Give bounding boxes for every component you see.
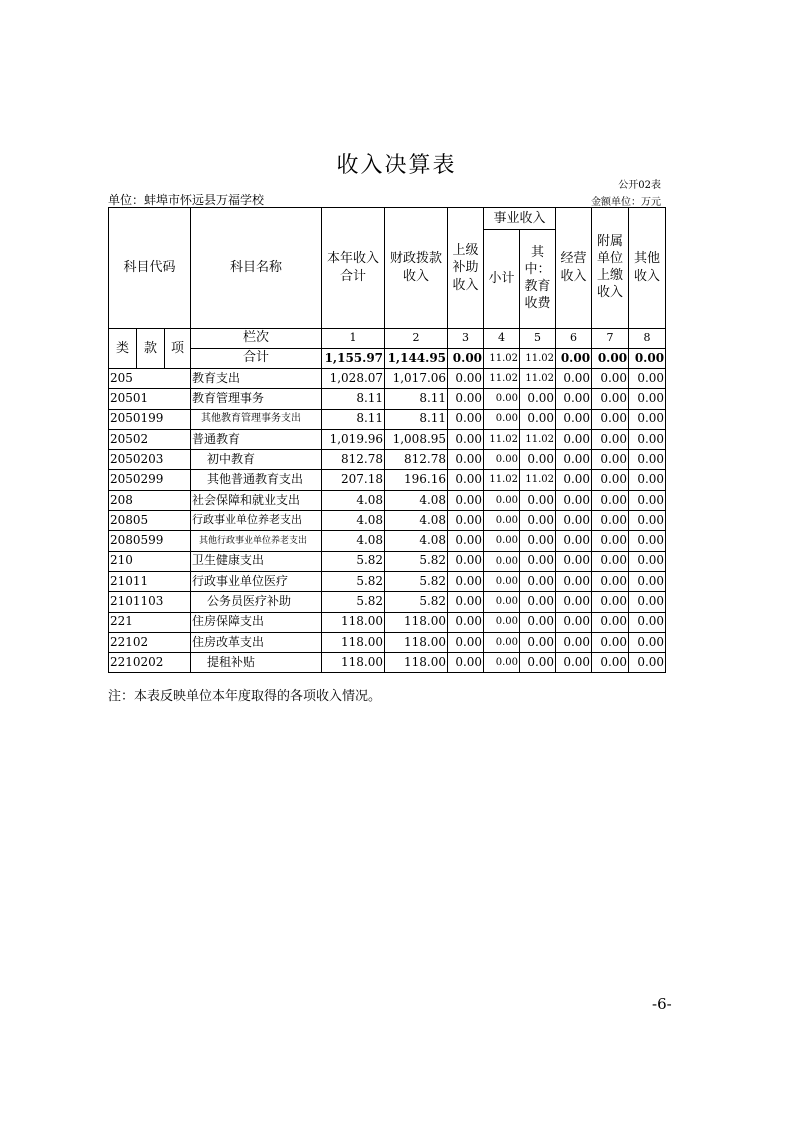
subject-name-cell: 公务员医疗补助 (191, 592, 322, 612)
value-cell: 8.11 (322, 409, 385, 429)
value-cell: 0.00 (520, 490, 556, 510)
subject-name-cell: 普通教育 (191, 429, 322, 449)
subject-name-cell: 行政事业单位医疗 (191, 571, 322, 591)
value-cell: 0.00 (629, 429, 666, 449)
table-row (109, 571, 666, 591)
header-other: 其他收入 (629, 208, 666, 329)
subject-code-cell: 221 (109, 612, 191, 632)
value-cell: 0.00 (592, 551, 629, 571)
value-cell: 118.00 (322, 632, 385, 652)
value-cell: 5.82 (322, 592, 385, 612)
value-cell: 0.00 (448, 632, 484, 652)
form-code: 公开02表 (618, 180, 661, 191)
column-index: 8 (629, 329, 666, 349)
value-cell: 0.00 (484, 389, 520, 409)
total-cell: 11.02 (520, 349, 556, 369)
value-cell: 0.00 (484, 511, 520, 531)
column-index: 7 (592, 329, 629, 349)
value-cell: 4.08 (385, 511, 448, 531)
value-cell: 118.00 (385, 632, 448, 652)
value-cell: 0.00 (592, 490, 629, 510)
subject-name-cell: 其他普通教育支出 (191, 470, 322, 490)
table-row (109, 409, 666, 429)
subject-code-cell: 208 (109, 490, 191, 510)
value-cell: 0.00 (484, 592, 520, 612)
value-cell: 0.00 (629, 470, 666, 490)
value-cell: 0.00 (556, 450, 592, 470)
header-superior: 上级补助收入 (448, 208, 484, 329)
value-cell: 0.00 (448, 511, 484, 531)
header-kuan: 款 (137, 329, 165, 369)
table-title: 收入决算表 (336, 153, 457, 178)
value-cell: 4.08 (322, 511, 385, 531)
subject-code-cell: 2101103 (109, 592, 191, 612)
value-cell: 0.00 (556, 632, 592, 652)
value-cell: 0.00 (448, 531, 484, 551)
value-cell: 11.02 (520, 369, 556, 389)
value-cell: 0.00 (448, 653, 484, 673)
value-cell: 0.00 (484, 612, 520, 632)
table-row (109, 511, 666, 531)
page-number: -6- (652, 995, 672, 1013)
table-row (109, 531, 666, 551)
value-cell: 0.00 (629, 632, 666, 652)
column-index: 3 (448, 329, 484, 349)
total-cell: 11.02 (484, 349, 520, 369)
header-fiscal: 财政拨款收入 (385, 208, 448, 329)
value-cell: 0.00 (592, 632, 629, 652)
value-cell: 0.00 (448, 592, 484, 612)
value-cell: 0.00 (592, 409, 629, 429)
subject-code-cell: 22102 (109, 632, 191, 652)
total-cell: 1,144.95 (385, 349, 448, 369)
value-cell: 0.00 (629, 571, 666, 591)
value-cell: 0.00 (629, 369, 666, 389)
value-cell: 0.00 (520, 592, 556, 612)
value-cell: 0.00 (592, 653, 629, 673)
value-cell: 5.82 (385, 571, 448, 591)
value-cell: 5.82 (385, 592, 448, 612)
column-index: 1 (322, 329, 385, 349)
value-cell: 196.16 (385, 470, 448, 490)
value-cell: 0.00 (448, 389, 484, 409)
value-cell: 0.00 (556, 511, 592, 531)
value-cell: 0.00 (520, 571, 556, 591)
value-cell: 4.08 (322, 490, 385, 510)
value-cell: 0.00 (629, 511, 666, 531)
table-row (109, 450, 666, 470)
value-cell: 0.00 (448, 551, 484, 571)
subject-code-cell: 21011 (109, 571, 191, 591)
header-education-fee: 其中：教育收费 (520, 230, 556, 329)
value-cell: 5.82 (322, 571, 385, 591)
total-row (109, 349, 666, 369)
value-cell: 0.00 (448, 470, 484, 490)
header-subtotal: 小计 (484, 230, 520, 329)
subject-name-cell: 住房改革支出 (191, 632, 322, 652)
value-cell: 11.02 (484, 429, 520, 449)
subject-code-cell: 2210202 (109, 653, 191, 673)
subject-code-cell: 2050199 (109, 409, 191, 429)
value-cell: 0.00 (592, 369, 629, 389)
reporting-unit: 单位：蚌埠市怀远县万福学校 (108, 193, 265, 207)
value-cell: 0.00 (556, 551, 592, 571)
value-cell: 11.02 (520, 429, 556, 449)
header-column-index: 栏次 (191, 329, 322, 349)
value-cell: 8.11 (385, 389, 448, 409)
value-cell: 0.00 (520, 551, 556, 571)
subject-code-cell: 205 (109, 369, 191, 389)
value-cell: 207.18 (322, 470, 385, 490)
value-cell: 0.00 (629, 612, 666, 632)
total-cell: 0.00 (629, 349, 666, 369)
value-cell: 5.82 (385, 551, 448, 571)
table-row (109, 470, 666, 490)
value-cell: 0.00 (520, 632, 556, 652)
column-index: 5 (520, 329, 556, 349)
value-cell: 0.00 (629, 531, 666, 551)
value-cell: 0.00 (629, 450, 666, 470)
value-cell: 1,019.96 (322, 429, 385, 449)
value-cell: 4.08 (322, 531, 385, 551)
value-cell: 4.08 (385, 531, 448, 551)
subject-code-cell: 210 (109, 551, 191, 571)
table-row (109, 612, 666, 632)
value-cell: 118.00 (322, 653, 385, 673)
value-cell: 0.00 (629, 653, 666, 673)
total-cell: 0.00 (448, 349, 484, 369)
value-cell: 0.00 (556, 409, 592, 429)
value-cell: 0.00 (556, 571, 592, 591)
subject-name-cell: 卫生健康支出 (191, 551, 322, 571)
value-cell: 812.78 (385, 450, 448, 470)
value-cell: 0.00 (484, 409, 520, 429)
value-cell: 0.00 (556, 592, 592, 612)
subject-name-cell: 社会保障和就业支出 (191, 490, 322, 510)
value-cell: 0.00 (592, 571, 629, 591)
value-cell: 0.00 (484, 490, 520, 510)
subject-code-cell: 20805 (109, 511, 191, 531)
value-cell: 0.00 (629, 592, 666, 612)
header-business-group: 事业收入 (484, 208, 556, 230)
subject-name-cell: 其他教育管理事务支出 (191, 409, 322, 429)
column-index: 4 (484, 329, 520, 349)
money-unit: 金额单位：万元 (591, 197, 661, 208)
value-cell: 0.00 (629, 490, 666, 510)
value-cell: 0.00 (520, 389, 556, 409)
value-cell: 11.02 (520, 470, 556, 490)
value-cell: 0.00 (629, 551, 666, 571)
value-cell: 1,028.07 (322, 369, 385, 389)
value-cell: 0.00 (592, 511, 629, 531)
value-cell: 1,017.06 (385, 369, 448, 389)
subject-name-cell: 行政事业单位养老支出 (191, 511, 322, 531)
value-cell: 0.00 (556, 653, 592, 673)
value-cell: 0.00 (556, 612, 592, 632)
table-row (109, 389, 666, 409)
income-table (108, 207, 666, 673)
table-row (109, 490, 666, 510)
value-cell: 0.00 (520, 531, 556, 551)
total-label: 合计 (191, 349, 322, 369)
total-cell: 0.00 (556, 349, 592, 369)
value-cell: 0.00 (484, 531, 520, 551)
value-cell: 11.02 (484, 470, 520, 490)
total-cell: 1,155.97 (322, 349, 385, 369)
table-row (109, 653, 666, 673)
value-cell: 0.00 (592, 612, 629, 632)
subject-name-cell: 其他行政事业单位养老支出 (191, 531, 322, 551)
value-cell: 0.00 (520, 653, 556, 673)
value-cell: 0.00 (592, 429, 629, 449)
value-cell: 0.00 (520, 612, 556, 632)
value-cell: 1,008.95 (385, 429, 448, 449)
value-cell: 0.00 (556, 531, 592, 551)
value-cell: 0.00 (448, 409, 484, 429)
value-cell: 0.00 (448, 612, 484, 632)
table-row (109, 429, 666, 449)
subject-code-cell: 2050203 (109, 450, 191, 470)
value-cell: 0.00 (592, 470, 629, 490)
value-cell: 0.00 (448, 490, 484, 510)
value-cell: 0.00 (629, 409, 666, 429)
value-cell: 0.00 (448, 369, 484, 389)
value-cell: 0.00 (484, 571, 520, 591)
value-cell: 0.00 (484, 450, 520, 470)
value-cell: 0.00 (556, 389, 592, 409)
value-cell: 0.00 (592, 531, 629, 551)
value-cell: 0.00 (484, 632, 520, 652)
subject-name-cell: 提租补贴 (191, 653, 322, 673)
column-index: 6 (556, 329, 592, 349)
value-cell: 8.11 (322, 389, 385, 409)
subject-name-cell: 初中教育 (191, 450, 322, 470)
table-row (109, 369, 666, 389)
header-subject-name: 科目名称 (191, 208, 322, 329)
subject-name-cell: 教育管理事务 (191, 389, 322, 409)
header-lei: 类 (109, 329, 137, 369)
value-cell: 11.02 (484, 369, 520, 389)
table-row (109, 551, 666, 571)
table-note: 注：本表反映单位本年度取得的各项收入情况。 (108, 689, 382, 704)
value-cell: 0.00 (484, 551, 520, 571)
value-cell: 118.00 (322, 612, 385, 632)
value-cell: 0.00 (520, 511, 556, 531)
header-subject-code: 科目代码 (109, 208, 191, 329)
value-cell: 4.08 (385, 490, 448, 510)
subject-code-cell: 20501 (109, 389, 191, 409)
value-cell: 0.00 (556, 369, 592, 389)
table-row (109, 592, 666, 612)
value-cell: 0.00 (448, 571, 484, 591)
value-cell: 0.00 (520, 450, 556, 470)
header-xiang: 项 (165, 329, 191, 369)
value-cell: 5.82 (322, 551, 385, 571)
total-cell: 0.00 (592, 349, 629, 369)
subject-code-cell: 2080599 (109, 531, 191, 551)
value-cell: 0.00 (448, 450, 484, 470)
value-cell: 0.00 (592, 450, 629, 470)
subject-name-cell: 教育支出 (191, 369, 322, 389)
header-total-income: 本年收入合计 (322, 208, 385, 329)
value-cell: 812.78 (322, 450, 385, 470)
header-operating: 经营收入 (556, 208, 592, 329)
value-cell: 118.00 (385, 612, 448, 632)
value-cell: 0.00 (592, 389, 629, 409)
value-cell: 0.00 (448, 429, 484, 449)
subject-code-cell: 20502 (109, 429, 191, 449)
value-cell: 0.00 (556, 490, 592, 510)
column-index: 2 (385, 329, 448, 349)
value-cell: 8.11 (385, 409, 448, 429)
subject-code-cell: 2050299 (109, 470, 191, 490)
header-affiliated: 附属单位上缴收入 (592, 208, 629, 329)
value-cell: 0.00 (520, 409, 556, 429)
value-cell: 0.00 (556, 470, 592, 490)
table-row (109, 632, 666, 652)
value-cell: 0.00 (484, 653, 520, 673)
value-cell: 0.00 (592, 592, 629, 612)
value-cell: 0.00 (629, 389, 666, 409)
subject-name-cell: 住房保障支出 (191, 612, 322, 632)
value-cell: 118.00 (385, 653, 448, 673)
value-cell: 0.00 (556, 429, 592, 449)
